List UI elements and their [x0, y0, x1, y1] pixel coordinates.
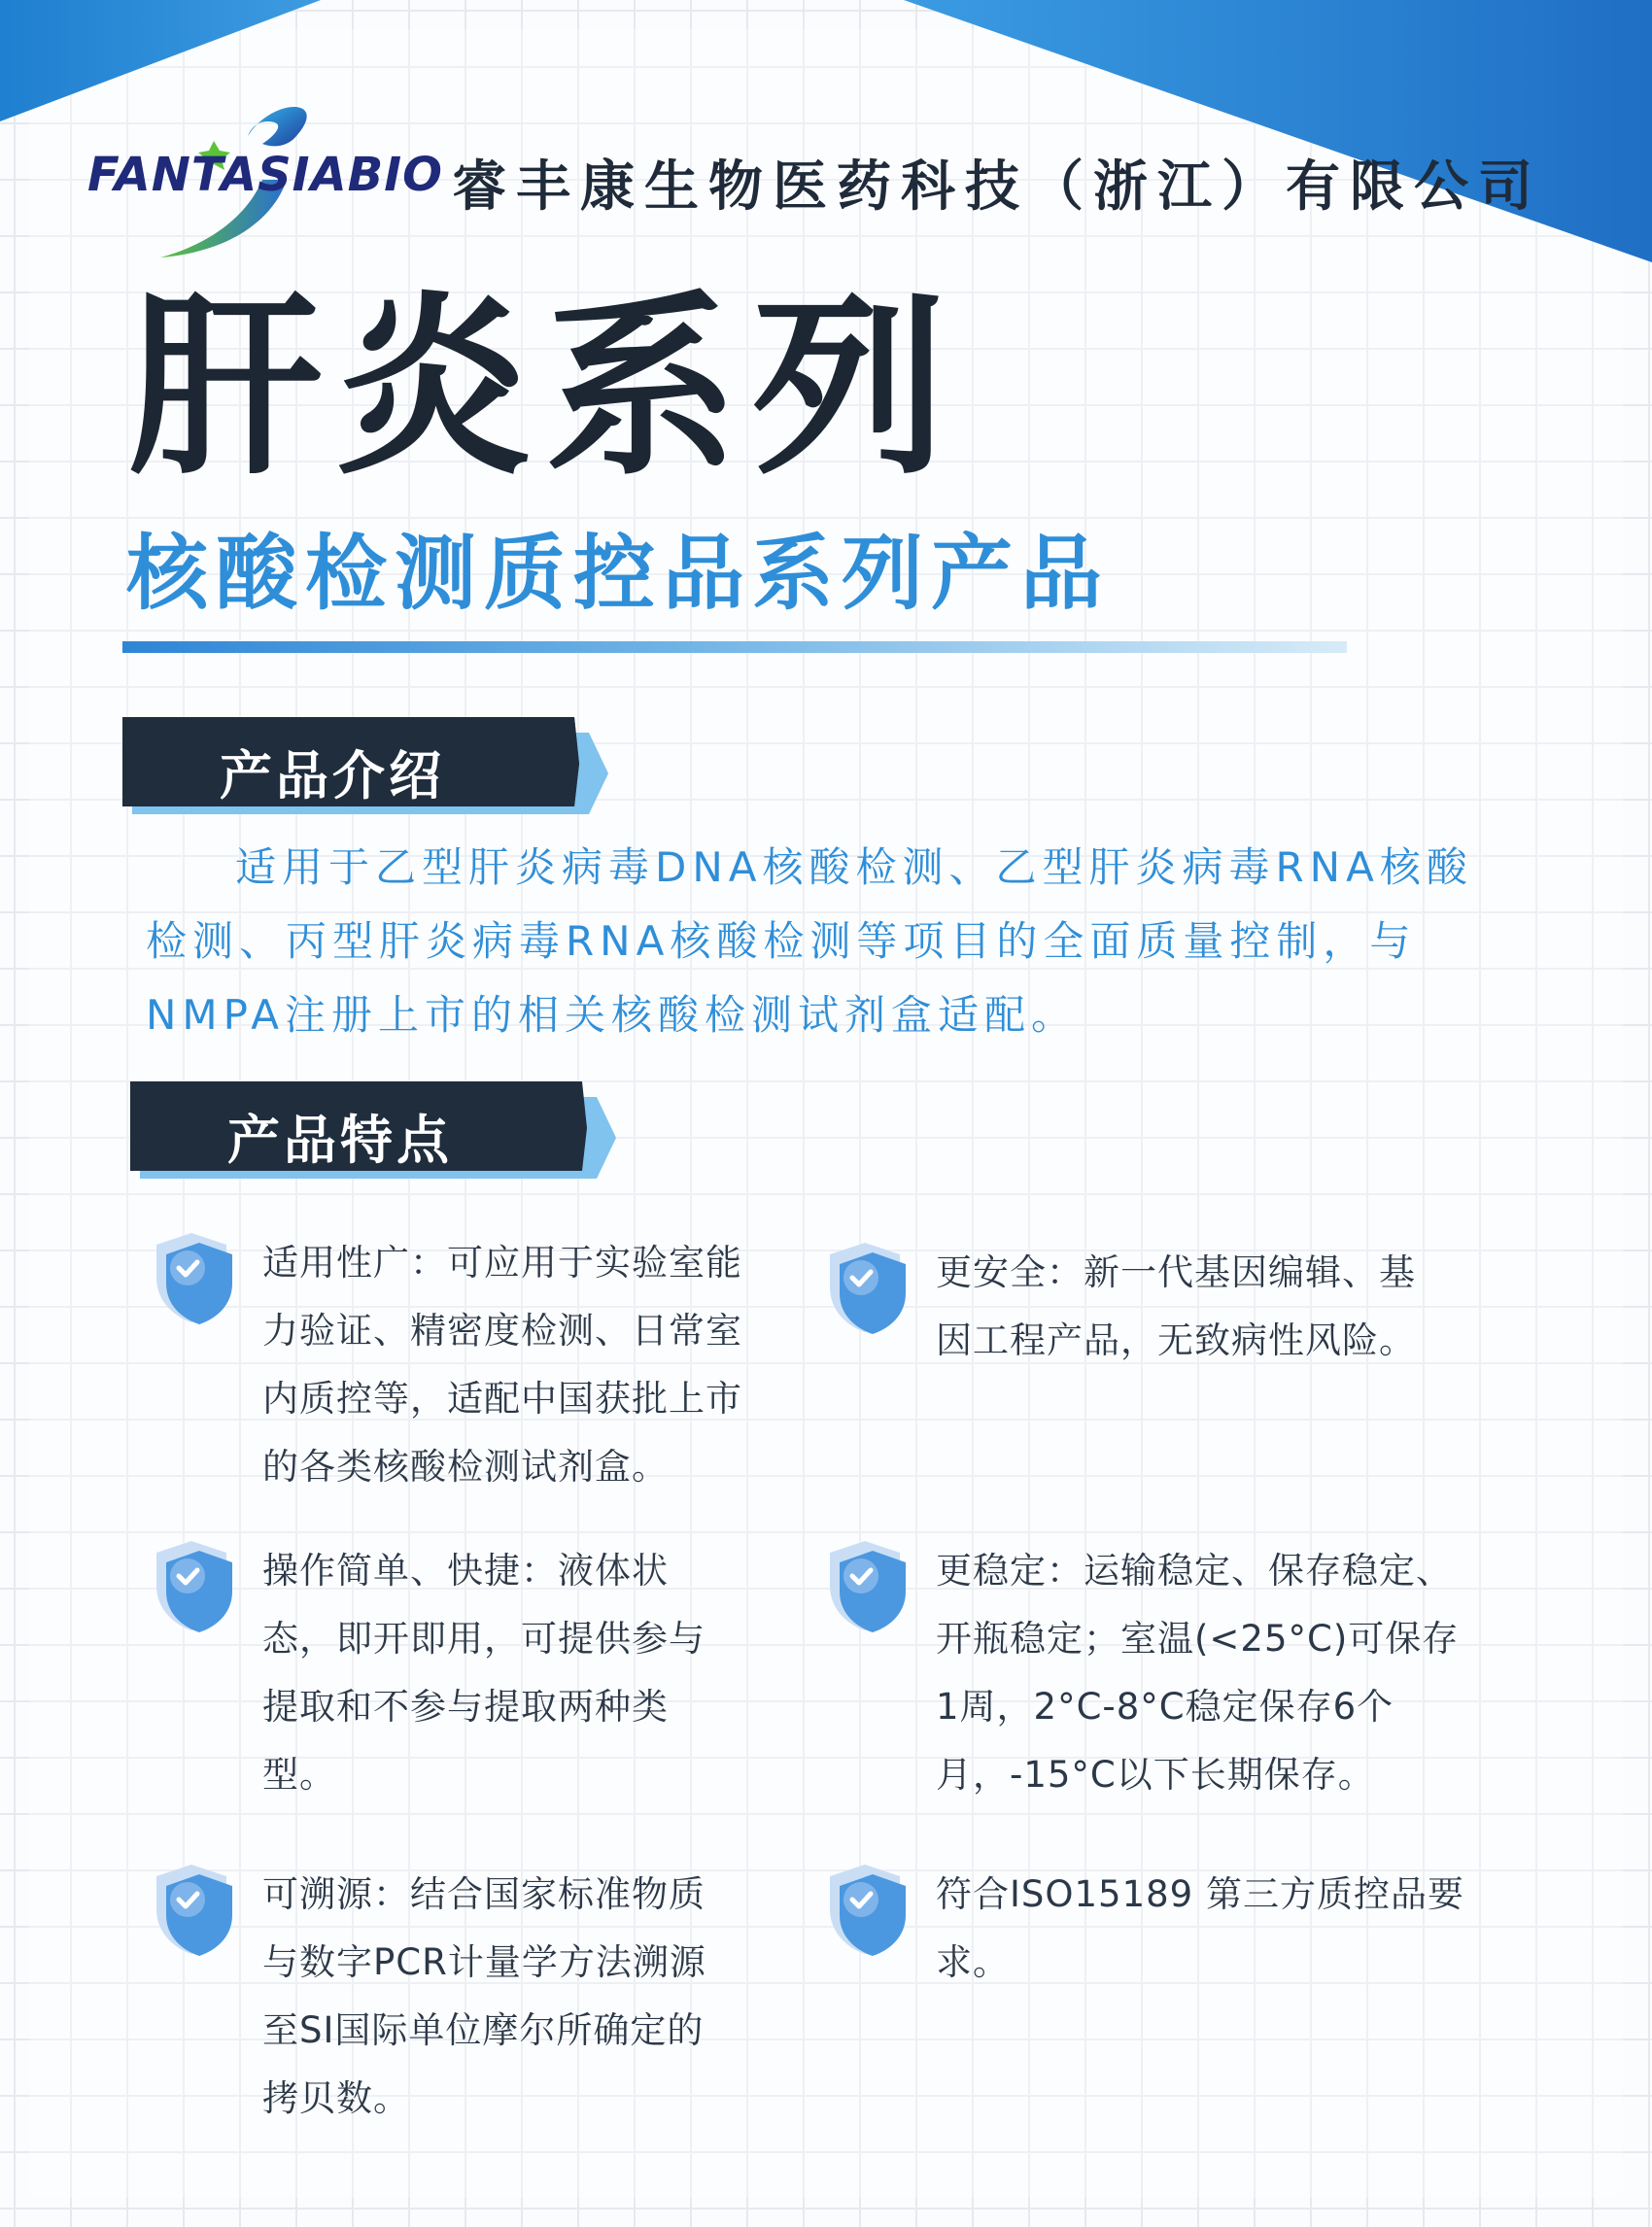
shield-check-icon [824, 1239, 912, 1336]
shield-check-icon [151, 1537, 238, 1634]
feature-text: 可溯源：结合国家标准物质与数字PCR计量学方法溯源至SI国际单位摩尔所确定的拷贝数。 [262, 1873, 706, 2119]
shield-check-icon [824, 1861, 912, 1958]
section-heading-label: 产品介绍 [220, 745, 445, 806]
shield-check-icon [824, 1537, 912, 1634]
section-heading-intro [122, 717, 608, 824]
feature-text: 操作简单、快捷：液体状态，即开即用，可提供参与提取和不参与提取两种类型。 [262, 1550, 706, 1796]
title-underline [122, 641, 1347, 653]
shield-check-icon [151, 1861, 238, 1958]
logo-wordmark: FANTASIABIO [87, 148, 443, 202]
section-heading-features [130, 1081, 616, 1188]
shield-check-icon [151, 1229, 238, 1326]
intro-paragraph: 适用于乙型肝炎病毒DNA核酸检测、乙型肝炎病毒RNA核酸检测、丙型肝炎病毒RNA核酸检测等项目的全面质量控制，与NMPA注册上市的相关核酸检测试剂盒适配。 [146, 843, 1473, 1039]
section-heading-label: 产品特点 [227, 1110, 453, 1171]
feature-text: 更安全：新一代基因编辑、基因工程产品，无致病性风险。 [936, 1251, 1416, 1361]
company-name: 睿丰康生物医药科技（浙江）有限公司 [452, 155, 1542, 219]
feature-text: 更稳定：运输稳定、保存稳定、开瓶稳定；室温(<25°C)可保存1周，2°C-8°C稳定保存6个月，-15°C以下长期保存。 [936, 1550, 1460, 1796]
feature-text: 适用性广：可应用于实验室能力验证、精密度检测、日常室内质控等，适配中国获批上市的各类核酸检测试剂盒。 [262, 1242, 742, 1488]
corner-decoration-right [904, 0, 1652, 272]
page-title: 肝炎系列 [128, 275, 961, 501]
feature-text: 符合ISO15189 第三方质控品要求。 [936, 1873, 1464, 1983]
page-subtitle: 核酸检测质控品系列产品 [126, 526, 1111, 621]
